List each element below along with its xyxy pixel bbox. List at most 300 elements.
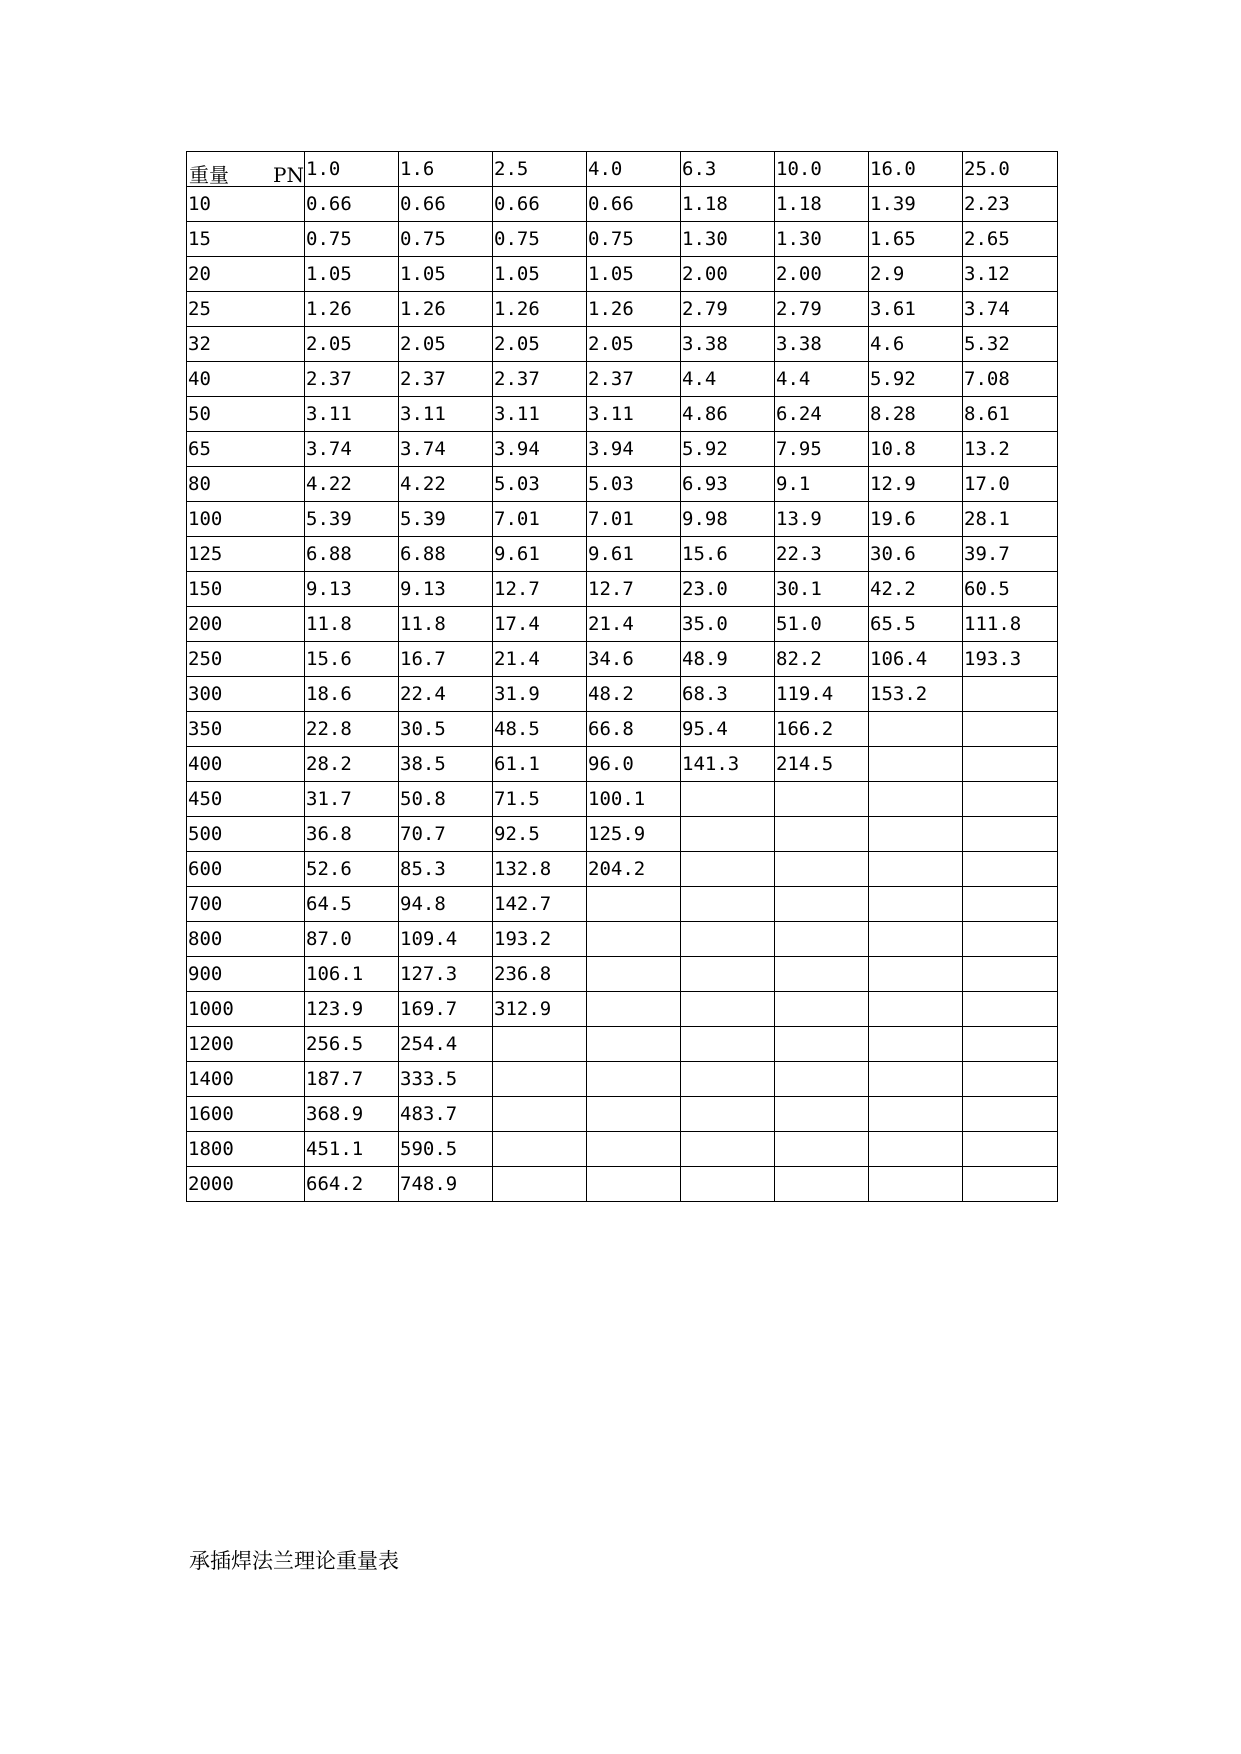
weight-cell: 2.23 bbox=[963, 187, 1058, 222]
weight-cell: 28.2 bbox=[305, 747, 399, 782]
dn-cell: 80 bbox=[187, 467, 305, 502]
weight-cell bbox=[681, 922, 775, 957]
weight-cell: 9.13 bbox=[399, 572, 493, 607]
weight-cell: 31.9 bbox=[493, 677, 587, 712]
dn-cell: 200 bbox=[187, 607, 305, 642]
table-row bbox=[187, 572, 1058, 607]
weight-cell: 9.61 bbox=[493, 537, 587, 572]
weight-cell: 42.2 bbox=[869, 572, 963, 607]
pn-label: PN bbox=[273, 163, 304, 187]
weight-cell bbox=[493, 1062, 587, 1097]
weight-cell: 35.0 bbox=[681, 607, 775, 642]
weight-cell bbox=[869, 1027, 963, 1062]
weight-cell: 0.75 bbox=[587, 222, 681, 257]
weight-cell: 5.39 bbox=[399, 502, 493, 537]
table-row bbox=[187, 362, 1058, 397]
weight-cell: 193.2 bbox=[493, 922, 587, 957]
weight-cell: 11.8 bbox=[399, 607, 493, 642]
weight-cell bbox=[775, 922, 869, 957]
dn-cell: 800 bbox=[187, 922, 305, 957]
weight-cell: 109.4 bbox=[399, 922, 493, 957]
dn-cell: 450 bbox=[187, 782, 305, 817]
dn-cell: 250 bbox=[187, 642, 305, 677]
weight-cell: 5.03 bbox=[587, 467, 681, 502]
dn-cell: 15 bbox=[187, 222, 305, 257]
weight-cell: 2.37 bbox=[305, 362, 399, 397]
weight-cell bbox=[775, 1132, 869, 1167]
weight-cell: 3.94 bbox=[587, 432, 681, 467]
weight-cell: 2.37 bbox=[587, 362, 681, 397]
table-row bbox=[187, 712, 1058, 747]
table-body bbox=[187, 187, 1058, 1202]
weight-cell: 22.3 bbox=[775, 537, 869, 572]
weight-cell: 6.93 bbox=[681, 467, 775, 502]
weight-cell bbox=[681, 1027, 775, 1062]
weight-cell: 70.7 bbox=[399, 817, 493, 852]
weight-cell bbox=[681, 957, 775, 992]
weight-cell bbox=[869, 1062, 963, 1097]
weight-cell: 7.01 bbox=[587, 502, 681, 537]
weight-cell: 50.8 bbox=[399, 782, 493, 817]
weight-cell: 31.7 bbox=[305, 782, 399, 817]
weight-cell bbox=[963, 677, 1058, 712]
weight-cell: 1.26 bbox=[493, 292, 587, 327]
weight-cell: 1.18 bbox=[681, 187, 775, 222]
weight-cell bbox=[587, 1062, 681, 1097]
weight-cell: 123.9 bbox=[305, 992, 399, 1027]
weight-cell bbox=[869, 887, 963, 922]
weight-cell: 48.5 bbox=[493, 712, 587, 747]
weight-cell: 2.37 bbox=[399, 362, 493, 397]
pn-header-cell: 6.3 bbox=[681, 152, 775, 187]
weight-cell: 48.9 bbox=[681, 642, 775, 677]
weight-cell: 2.05 bbox=[587, 327, 681, 362]
weight-cell: 5.92 bbox=[681, 432, 775, 467]
weight-cell: 1.26 bbox=[305, 292, 399, 327]
weight-cell: 18.6 bbox=[305, 677, 399, 712]
dn-cell: 10 bbox=[187, 187, 305, 222]
dn-cell: 65 bbox=[187, 432, 305, 467]
dn-cell: 150 bbox=[187, 572, 305, 607]
weight-cell: 169.7 bbox=[399, 992, 493, 1027]
weight-cell bbox=[775, 887, 869, 922]
weight-cell bbox=[775, 782, 869, 817]
table-row bbox=[187, 1167, 1058, 1202]
weight-cell: 12.9 bbox=[869, 467, 963, 502]
weight-cell: 95.4 bbox=[681, 712, 775, 747]
table-row bbox=[187, 502, 1058, 537]
weight-cell: 96.0 bbox=[587, 747, 681, 782]
table-row bbox=[187, 537, 1058, 572]
table-row bbox=[187, 257, 1058, 292]
weight-cell: 2.79 bbox=[775, 292, 869, 327]
weight-cell: 1.05 bbox=[305, 257, 399, 292]
weight-cell: 3.11 bbox=[587, 397, 681, 432]
weight-cell: 3.11 bbox=[305, 397, 399, 432]
weight-cell: 1.39 bbox=[869, 187, 963, 222]
weight-cell bbox=[681, 782, 775, 817]
weight-cell bbox=[963, 1027, 1058, 1062]
dn-cell: 500 bbox=[187, 817, 305, 852]
weight-cell: 141.3 bbox=[681, 747, 775, 782]
weight-cell: 71.5 bbox=[493, 782, 587, 817]
weight-cell bbox=[493, 1167, 587, 1202]
weight-cell: 1.05 bbox=[587, 257, 681, 292]
weight-cell bbox=[587, 922, 681, 957]
table-row bbox=[187, 222, 1058, 257]
weight-cell bbox=[681, 1167, 775, 1202]
weight-cell: 0.66 bbox=[399, 187, 493, 222]
table-row bbox=[187, 747, 1058, 782]
weight-cell: 60.5 bbox=[963, 572, 1058, 607]
weight-cell: 119.4 bbox=[775, 677, 869, 712]
weight-cell: 4.22 bbox=[305, 467, 399, 502]
weight-cell bbox=[963, 1097, 1058, 1132]
weight-cell: 15.6 bbox=[305, 642, 399, 677]
weight-cell: 3.12 bbox=[963, 257, 1058, 292]
weight-cell: 368.9 bbox=[305, 1097, 399, 1132]
weight-cell: 4.6 bbox=[869, 327, 963, 362]
weight-cell bbox=[963, 922, 1058, 957]
weight-cell bbox=[869, 922, 963, 957]
weight-cell: 38.5 bbox=[399, 747, 493, 782]
weight-cell: 100.1 bbox=[587, 782, 681, 817]
weight-cell bbox=[681, 852, 775, 887]
dn-cell: 32 bbox=[187, 327, 305, 362]
weight-cell bbox=[963, 712, 1058, 747]
dn-cell: 25 bbox=[187, 292, 305, 327]
weight-cell: 19.6 bbox=[869, 502, 963, 537]
weight-cell bbox=[869, 992, 963, 1027]
weight-cell: 36.8 bbox=[305, 817, 399, 852]
dn-cell: 100 bbox=[187, 502, 305, 537]
weight-cell: 9.98 bbox=[681, 502, 775, 537]
pn-header-cell: 16.0 bbox=[869, 152, 963, 187]
weight-cell: 2.9 bbox=[869, 257, 963, 292]
weight-cell: 2.79 bbox=[681, 292, 775, 327]
weight-cell: 2.37 bbox=[493, 362, 587, 397]
weight-cell: 61.1 bbox=[493, 747, 587, 782]
weight-cell: 106.1 bbox=[305, 957, 399, 992]
pn-header-cell: 2.5 bbox=[493, 152, 587, 187]
weight-cell: 30.5 bbox=[399, 712, 493, 747]
dn-cell: 1600 bbox=[187, 1097, 305, 1132]
weight-cell: 106.4 bbox=[869, 642, 963, 677]
weight-cell: 3.38 bbox=[775, 327, 869, 362]
table-row bbox=[187, 1132, 1058, 1167]
weight-cell bbox=[493, 1097, 587, 1132]
weight-cell bbox=[587, 1097, 681, 1132]
weight-cell: 21.4 bbox=[493, 642, 587, 677]
weight-cell: 34.6 bbox=[587, 642, 681, 677]
weight-cell: 68.3 bbox=[681, 677, 775, 712]
weight-cell bbox=[775, 1097, 869, 1132]
weight-cell bbox=[587, 957, 681, 992]
weight-cell: 187.7 bbox=[305, 1062, 399, 1097]
weight-cell bbox=[869, 747, 963, 782]
dn-cell: 1400 bbox=[187, 1062, 305, 1097]
weight-cell: 236.8 bbox=[493, 957, 587, 992]
weight-cell: 9.1 bbox=[775, 467, 869, 502]
table-header-row bbox=[187, 152, 1058, 187]
dn-cell: 300 bbox=[187, 677, 305, 712]
table-row bbox=[187, 817, 1058, 852]
weight-cell: 52.6 bbox=[305, 852, 399, 887]
weight-cell: 5.03 bbox=[493, 467, 587, 502]
weight-cell: 94.8 bbox=[399, 887, 493, 922]
weight-cell: 13.2 bbox=[963, 432, 1058, 467]
weight-cell: 7.08 bbox=[963, 362, 1058, 397]
weight-cell: 1.26 bbox=[399, 292, 493, 327]
dn-cell: 1800 bbox=[187, 1132, 305, 1167]
weight-cell: 22.4 bbox=[399, 677, 493, 712]
weight-cell: 3.11 bbox=[493, 397, 587, 432]
weight-cell: 3.74 bbox=[399, 432, 493, 467]
weight-cell: 6.24 bbox=[775, 397, 869, 432]
dn-cell: 1200 bbox=[187, 1027, 305, 1062]
table-row bbox=[187, 432, 1058, 467]
weight-cell: 17.0 bbox=[963, 467, 1058, 502]
weight-cell: 6.88 bbox=[305, 537, 399, 572]
weight-cell: 5.92 bbox=[869, 362, 963, 397]
dn-cell: 700 bbox=[187, 887, 305, 922]
weight-cell bbox=[963, 817, 1058, 852]
pn-header-cell: 4.0 bbox=[587, 152, 681, 187]
table-row bbox=[187, 397, 1058, 432]
weight-cell: 153.2 bbox=[869, 677, 963, 712]
table-row bbox=[187, 1097, 1058, 1132]
weight-cell: 3.74 bbox=[963, 292, 1058, 327]
pn-header-cell: 10.0 bbox=[775, 152, 869, 187]
weight-cell: 10.8 bbox=[869, 432, 963, 467]
weight-cell: 30.6 bbox=[869, 537, 963, 572]
dn-cell: 2000 bbox=[187, 1167, 305, 1202]
weight-cell: 23.0 bbox=[681, 572, 775, 607]
weight-cell: 12.7 bbox=[587, 572, 681, 607]
weight-cell: 1.30 bbox=[681, 222, 775, 257]
weight-cell: 16.7 bbox=[399, 642, 493, 677]
table-row bbox=[187, 327, 1058, 362]
dn-cell: 900 bbox=[187, 957, 305, 992]
weight-cell: 9.61 bbox=[587, 537, 681, 572]
weight-cell bbox=[681, 992, 775, 1027]
weight-cell: 3.74 bbox=[305, 432, 399, 467]
weight-cell bbox=[869, 782, 963, 817]
weight-cell: 0.66 bbox=[493, 187, 587, 222]
weight-cell bbox=[587, 1027, 681, 1062]
weight-cell: 1.05 bbox=[399, 257, 493, 292]
weight-cell: 0.66 bbox=[587, 187, 681, 222]
weight-cell bbox=[681, 1132, 775, 1167]
weight-cell: 483.7 bbox=[399, 1097, 493, 1132]
weight-cell: 22.8 bbox=[305, 712, 399, 747]
weight-cell: 0.75 bbox=[305, 222, 399, 257]
weight-cell bbox=[869, 1132, 963, 1167]
weight-cell: 5.39 bbox=[305, 502, 399, 537]
weight-label: 重量 bbox=[189, 163, 229, 187]
weight-cell: 65.5 bbox=[869, 607, 963, 642]
weight-cell: 166.2 bbox=[775, 712, 869, 747]
weight-cell bbox=[493, 1132, 587, 1167]
weight-cell bbox=[587, 887, 681, 922]
weight-cell: 11.8 bbox=[305, 607, 399, 642]
table-row bbox=[187, 992, 1058, 1027]
weight-cell: 748.9 bbox=[399, 1167, 493, 1202]
weight-cell: 1.65 bbox=[869, 222, 963, 257]
dn-cell: 50 bbox=[187, 397, 305, 432]
corner-header-cell bbox=[187, 152, 305, 187]
weight-cell: 3.38 bbox=[681, 327, 775, 362]
weight-cell: 590.5 bbox=[399, 1132, 493, 1167]
weight-cell: 1.05 bbox=[493, 257, 587, 292]
dn-cell: 350 bbox=[187, 712, 305, 747]
weight-cell bbox=[775, 957, 869, 992]
weight-cell: 4.86 bbox=[681, 397, 775, 432]
weight-cell: 2.65 bbox=[963, 222, 1058, 257]
dn-cell: 400 bbox=[187, 747, 305, 782]
table-row bbox=[187, 642, 1058, 677]
weight-cell: 193.3 bbox=[963, 642, 1058, 677]
table-caption: 承插焊法兰理论重量表 bbox=[189, 1549, 399, 1573]
dn-cell: 125 bbox=[187, 537, 305, 572]
weight-cell bbox=[963, 1062, 1058, 1097]
weight-cell: 0.75 bbox=[399, 222, 493, 257]
table-row bbox=[187, 187, 1058, 222]
weight-cell: 7.95 bbox=[775, 432, 869, 467]
table-row bbox=[187, 607, 1058, 642]
weight-cell: 85.3 bbox=[399, 852, 493, 887]
table-row bbox=[187, 1062, 1058, 1097]
weight-cell: 12.7 bbox=[493, 572, 587, 607]
weight-cell: 4.22 bbox=[399, 467, 493, 502]
dn-cell: 20 bbox=[187, 257, 305, 292]
weight-cell: 142.7 bbox=[493, 887, 587, 922]
weight-cell: 132.8 bbox=[493, 852, 587, 887]
weight-cell: 2.00 bbox=[775, 257, 869, 292]
table-row bbox=[187, 957, 1058, 992]
weight-cell: 111.8 bbox=[963, 607, 1058, 642]
table-row bbox=[187, 677, 1058, 712]
weight-cell: 1.26 bbox=[587, 292, 681, 327]
weight-cell: 7.01 bbox=[493, 502, 587, 537]
weight-cell: 4.4 bbox=[775, 362, 869, 397]
weight-cell bbox=[587, 992, 681, 1027]
dn-cell: 600 bbox=[187, 852, 305, 887]
weight-cell: 17.4 bbox=[493, 607, 587, 642]
weight-cell bbox=[493, 1027, 587, 1062]
weight-cell: 0.75 bbox=[493, 222, 587, 257]
table-row bbox=[187, 1027, 1058, 1062]
weight-cell: 82.2 bbox=[775, 642, 869, 677]
weight-cell: 28.1 bbox=[963, 502, 1058, 537]
table-row bbox=[187, 292, 1058, 327]
weight-cell bbox=[869, 712, 963, 747]
table-row bbox=[187, 852, 1058, 887]
weight-cell: 39.7 bbox=[963, 537, 1058, 572]
weight-cell bbox=[775, 1027, 869, 1062]
weight-cell bbox=[869, 1097, 963, 1132]
weight-cell bbox=[681, 1062, 775, 1097]
weight-cell: 204.2 bbox=[587, 852, 681, 887]
weight-cell: 5.32 bbox=[963, 327, 1058, 362]
weight-cell: 254.4 bbox=[399, 1027, 493, 1062]
weight-cell: 64.5 bbox=[305, 887, 399, 922]
weight-cell bbox=[869, 852, 963, 887]
weight-cell: 92.5 bbox=[493, 817, 587, 852]
flange-weight-table bbox=[186, 151, 1058, 1202]
weight-cell: 6.88 bbox=[399, 537, 493, 572]
weight-cell bbox=[963, 747, 1058, 782]
weight-cell: 51.0 bbox=[775, 607, 869, 642]
weight-cell: 1.30 bbox=[775, 222, 869, 257]
weight-cell: 333.5 bbox=[399, 1062, 493, 1097]
weight-cell: 214.5 bbox=[775, 747, 869, 782]
weight-cell: 13.9 bbox=[775, 502, 869, 537]
dn-cell: 40 bbox=[187, 362, 305, 397]
table-row bbox=[187, 887, 1058, 922]
weight-cell: 127.3 bbox=[399, 957, 493, 992]
weight-cell bbox=[869, 1167, 963, 1202]
weight-cell bbox=[681, 817, 775, 852]
weight-cell bbox=[775, 817, 869, 852]
pn-header-cell: 1.6 bbox=[399, 152, 493, 187]
weight-cell: 2.00 bbox=[681, 257, 775, 292]
weight-cell: 48.2 bbox=[587, 677, 681, 712]
weight-cell: 30.1 bbox=[775, 572, 869, 607]
weight-cell bbox=[587, 1167, 681, 1202]
weight-cell bbox=[963, 852, 1058, 887]
weight-cell bbox=[775, 1167, 869, 1202]
weight-cell: 8.61 bbox=[963, 397, 1058, 432]
weight-cell: 4.4 bbox=[681, 362, 775, 397]
weight-cell: 8.28 bbox=[869, 397, 963, 432]
weight-cell bbox=[963, 782, 1058, 817]
table-row bbox=[187, 782, 1058, 817]
weight-cell bbox=[963, 957, 1058, 992]
weight-cell bbox=[963, 1132, 1058, 1167]
weight-cell bbox=[869, 817, 963, 852]
weight-cell bbox=[681, 887, 775, 922]
weight-cell bbox=[681, 1097, 775, 1132]
weight-cell: 66.8 bbox=[587, 712, 681, 747]
weight-cell: 21.4 bbox=[587, 607, 681, 642]
pn-header-cell: 25.0 bbox=[963, 152, 1058, 187]
weight-cell bbox=[587, 1132, 681, 1167]
weight-cell bbox=[869, 957, 963, 992]
weight-cell: 0.66 bbox=[305, 187, 399, 222]
pn-header-cell: 1.0 bbox=[305, 152, 399, 187]
weight-cell: 3.61 bbox=[869, 292, 963, 327]
weight-cell bbox=[963, 1167, 1058, 1202]
weight-cell: 312.9 bbox=[493, 992, 587, 1027]
weight-cell: 256.5 bbox=[305, 1027, 399, 1062]
weight-cell: 15.6 bbox=[681, 537, 775, 572]
weight-cell: 3.11 bbox=[399, 397, 493, 432]
weight-cell: 9.13 bbox=[305, 572, 399, 607]
weight-cell: 1.18 bbox=[775, 187, 869, 222]
weight-cell: 451.1 bbox=[305, 1132, 399, 1167]
dn-cell: 1000 bbox=[187, 992, 305, 1027]
weight-cell bbox=[775, 992, 869, 1027]
weight-cell: 125.9 bbox=[587, 817, 681, 852]
weight-cell bbox=[963, 992, 1058, 1027]
weight-cell: 2.05 bbox=[399, 327, 493, 362]
table-row bbox=[187, 922, 1058, 957]
weight-cell: 87.0 bbox=[305, 922, 399, 957]
weight-cell bbox=[775, 1062, 869, 1097]
weight-cell: 2.05 bbox=[493, 327, 587, 362]
weight-cell bbox=[963, 887, 1058, 922]
